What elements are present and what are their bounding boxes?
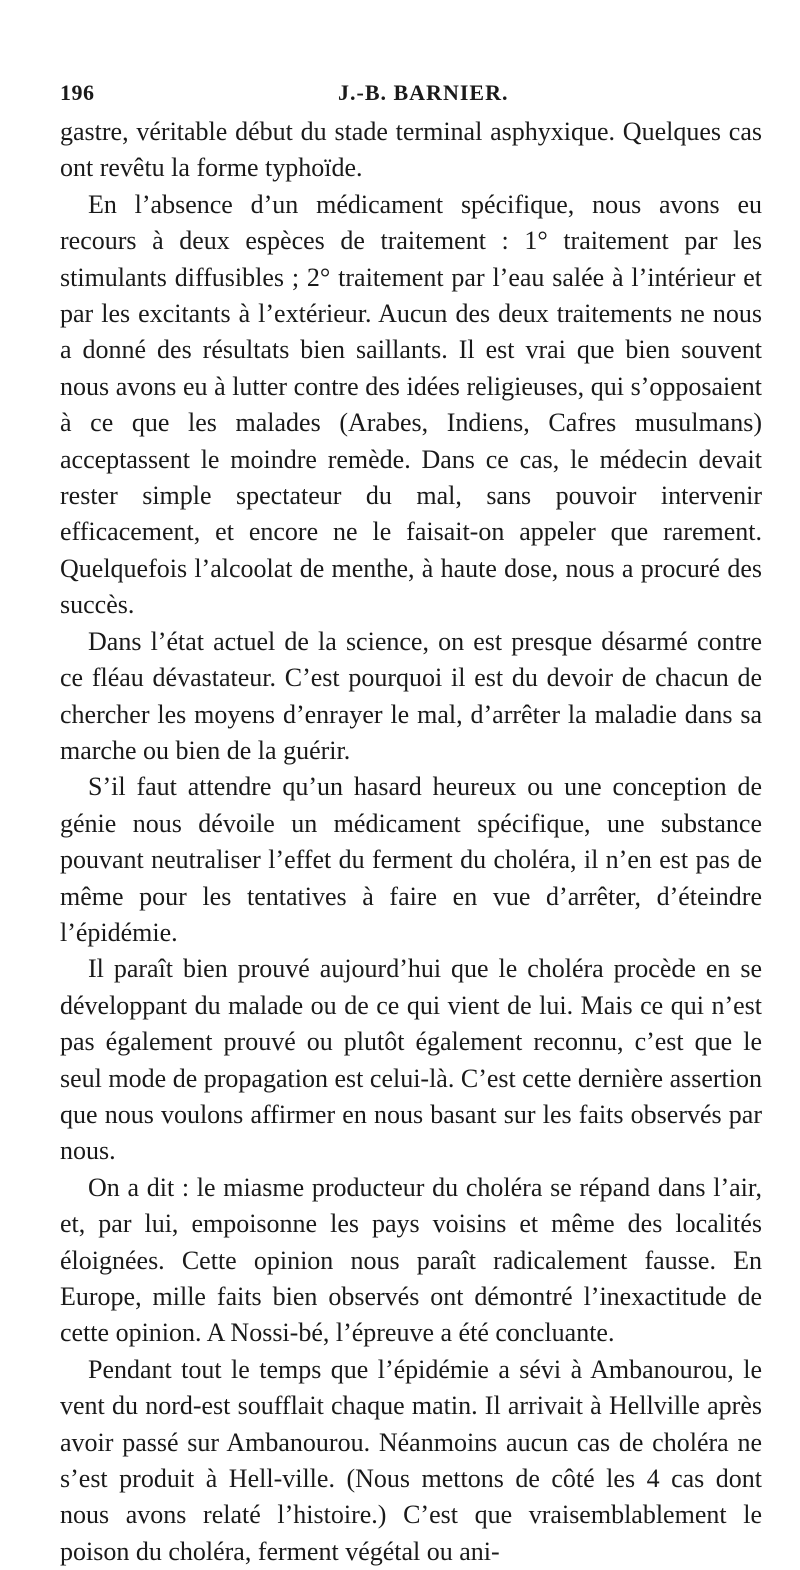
paragraph-continued: gastre, véritable début du stade terminal asphyxique. Quelques cas ont revêtu la forme typhoïde. (60, 117, 762, 183)
header-author: J.-B. BARNIER. (338, 80, 509, 105)
paragraph: En l’absence d’un médicament spécifique, nous avons eu recours à deux espèces de traitement : 1° traitement par les stimulants diffusibles ; 2° traitement par l’eau salée à l’intérieur et par les excitants à l’extérieur. Aucun des deux traitements ne nous a donné des résultats bien saillants. Il est vrai que bien souvent nous avons eu à lutter contre des idées religieuses, qui s’opposaient à ce que les malades (Arabes, Indiens, Cafres musulmans) acceptassent le moindre remède. Dans ce cas, le médecin devait rester simple spectateur du mal, sans pouvoir intervenir efficacement, et encore ne le faisait-on appeler que rarement. Quelquefois l’alcoolat de menthe, à haute dose, nous a procuré des succès. (60, 189, 762, 620)
paragraph: Dans l’état actuel de la science, on est presque désarmé contre ce fléau dévastateur. C’est pourquoi il est du devoir de chacun de chercher les moyens d’enrayer le mal, d’arrêter la maladie dans sa marche ou bien de la guérir. (60, 626, 762, 765)
body-text (60, 114, 762, 1570)
paragraph: Pendant tout le temps que l’épidémie a sévi à Ambanourou, le vent du nord-est soufflait chaque matin. Il arrivait à Hellville après avoir passé sur Ambanourou. Néanmoins aucun cas de choléra ne s’est produit à Hell-ville. (Nous mettons de côté les 4 cas dont nous avons relaté l’histoire.) C’est que vraisemblablement le poison du choléra, ferment végétal ou ani- (60, 1354, 762, 1566)
book-page (60, 80, 762, 1570)
paragraph: On a dit : le miasme producteur du choléra se répand dans l’air, et, par lui, empoisonne les pays voisins et même des localités éloignées. Cette opinion nous paraît radicalement fausse. En Europe, mille faits bien observés ont démontré l’inexactitude de cette opinion. A Nossi-bé, l’épreuve a été concluante. (60, 1172, 762, 1348)
paragraph: S’il faut attendre qu’un hasard heureux ou une conception de génie nous dévoile un médicament spécifique, une substance pouvant neutraliser l’effet du ferment du choléra, il n’en est pas de même pour les tentatives à faire en vue d’arrêter, d’éteindre l’épidémie. (60, 772, 762, 947)
paragraph: Il paraît bien prouvé aujourd’hui que le choléra procède en se développant du malade ou de ce qui vient de lui. Mais ce qui n’est pas également prouvé ou plutôt également reconnu, c’est que le seul mode de propagation est celui-là. C’est cette dernière assertion que nous voulons affirmer en nous basant sur les faits observés par nous. (60, 954, 762, 1166)
running-header (60, 80, 762, 114)
page-number: 196 (60, 80, 95, 105)
